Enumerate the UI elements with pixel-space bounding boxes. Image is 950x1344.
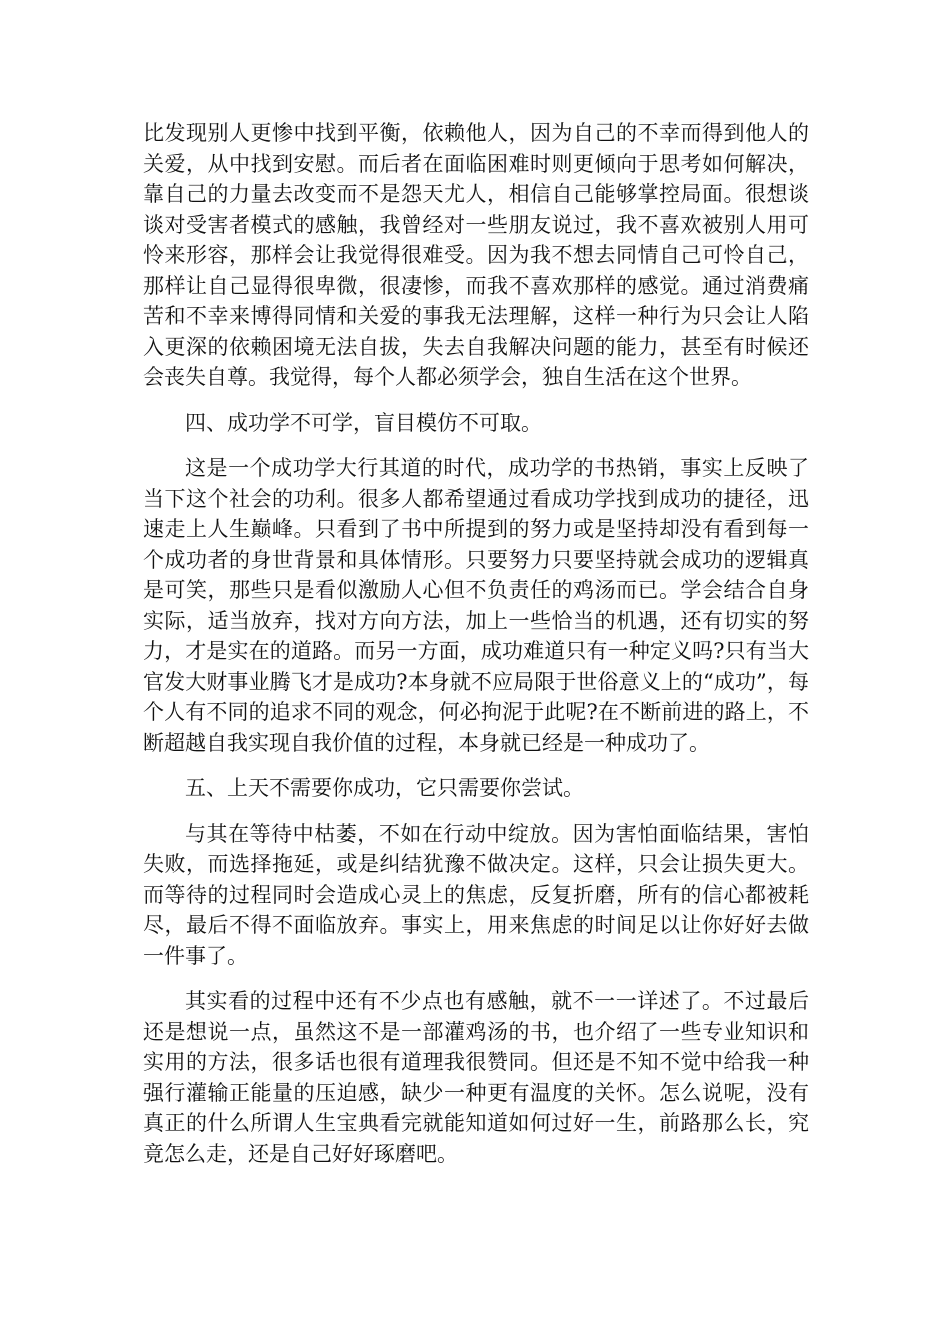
body-paragraph: 比发现别人更惨中找到平衡，依赖他人，因为自己的不幸而得到他人的关爱，从中找到安慰。而后者在面临困难时则更倾向于思考如何解决，靠自己的力量去改变而不是怨天尤人，相信自己能够掌控局面。很想谈谈对受害者模式的感触，我曾经对一些朋友说过，我不喜欢被别人用可怜来形容，那样会让我觉得很难受。因为我不想去同情自己可怜自己，那样让自己显得很卑微，很凄惨，而我不喜欢那样的感觉。通过消费痛苦和不幸来博得同情和关爱的事我无法理解，这样一种行为只会让人陷入更深的依赖困境无法自拔，失去自我解决问题的能力，甚至有时候还会丧失自尊。我觉得，每个人都必须学会，独自生活在这个世界。 [143, 121, 809, 389]
body-paragraph: 其实看的过程中还有不少点也有感触，就不一一详述了。不过最后还是想说一点，虽然这不是一部灌鸡汤的书，也介绍了一些专业知识和实用的方法，很多话也很有道理我很赞同。但还是不知不觉中给我一种强行灌输正能量的压迫感，缺少一种更有温度的关怀。怎么说呢，没有真正的什么所谓人生宝典看完就能知道如何过好一生，前路那么长，究竟怎么走，还是自己好好琢磨吧。 [143, 989, 809, 1166]
section-heading-4: 四、成功学不可学，盲目模仿不可取。 [185, 410, 542, 435]
body-paragraph: 与其在等待中枯萎，不如在行动中绽放。因为害怕面临结果，害怕失败，而选择拖延，或是纠结犹豫不做决定。这样，只会让损失更大。而等待的过程同时会造成心灵上的焦虑，反复折磨，所有的信心都被耗尽，最后不得不面临放弃。事实上，用来焦虑的时间足以让你好好去做一件事了。 [143, 821, 809, 968]
section-heading-5: 五、上天不需要你成功，它只需要你尝试。 [185, 776, 584, 800]
body-paragraph: 这是一个成功学大行其道的时代，成功学的书热销，事实上反映了当下这个社会的功利。很多人都希望通过看成功学找到成功的捷径，迅速走上人生巅峰。只看到了书中所提到的努力或是坚持却没有看到每一个成功者的身世背景和具体情形。只要努力只要坚持就会成功的逻辑真是可笑，那些只是看似激励人心但不负责任的鸡汤而已。学会结合自身实际，适当放弃，找对方向方法，加上一些恰当的机遇，还有切实的努力，才是实在的道路。而另一方面，成功难道只有一种定义吗?只有当大官发大财事业腾飞才是成功?本身就不应局限于世俗意义上的“成功”，每个人有不同的追求不同的观念，何必拘泥于此呢?在不断前进的路上，不断超越自我实现自我价值的过程，本身就已经是一种成功了。 [143, 456, 809, 755]
document-page [143, 118, 809, 1184]
